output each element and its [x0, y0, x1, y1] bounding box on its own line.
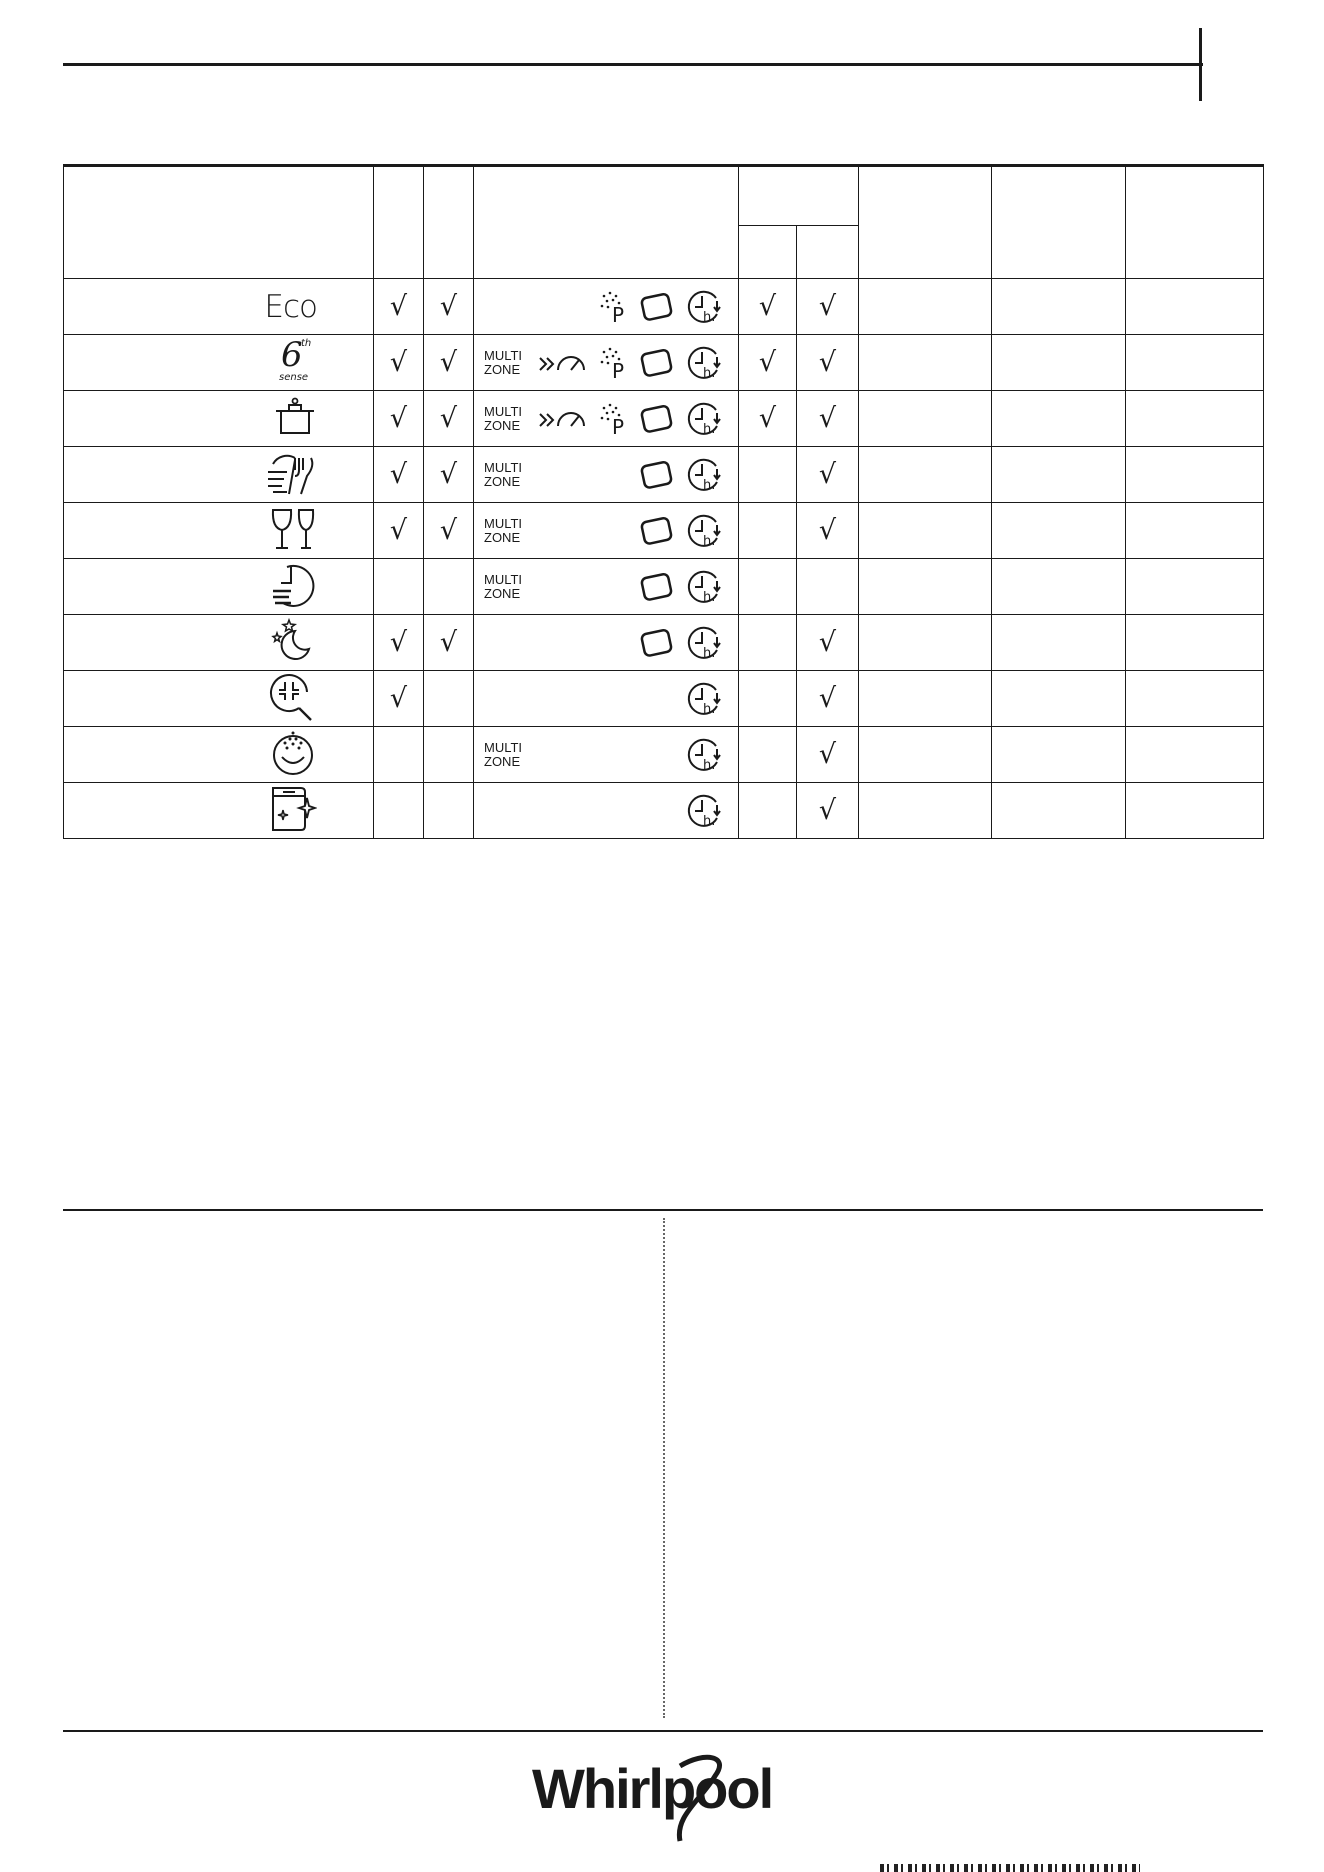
col-9-cell: [1126, 727, 1264, 783]
check-mark: √: [439, 627, 458, 658]
rapid-wash-icon: [269, 561, 317, 609]
table-row: [64, 391, 1264, 447]
check-mark: √: [389, 403, 408, 434]
tablet-icon: [638, 626, 676, 660]
sense-number: 6: [281, 334, 303, 375]
multizone-line-1: MULTI: [484, 347, 523, 363]
header-options: [474, 166, 739, 279]
col-7-cell: [859, 671, 992, 727]
multizone-label: [474, 461, 522, 489]
col-1-cell: [374, 783, 424, 839]
header-col-8: [992, 166, 1126, 279]
rinse-icon: [269, 729, 317, 777]
program-cell: [64, 447, 374, 503]
multizone-line-2: ZONE: [484, 473, 521, 489]
col-7-cell: [859, 615, 992, 671]
col-1-cell: [374, 671, 424, 727]
col-5-cell: [739, 727, 797, 783]
svg-text:h.: h.: [703, 421, 716, 437]
col-6-cell: [797, 391, 859, 447]
delay-timer-icon: [686, 344, 726, 382]
multizone-line-1: MULTI: [484, 403, 523, 419]
sense-superscript: th: [301, 337, 312, 349]
multizone-label: [474, 349, 522, 377]
tablet-icon: [638, 514, 676, 548]
delay-timer-icon: [686, 456, 726, 494]
col-9-cell: [1126, 391, 1264, 447]
col-5-cell: [739, 559, 797, 615]
prewash-icon: [269, 672, 317, 722]
header-col-9: [1126, 166, 1264, 279]
table-row: [64, 671, 1264, 727]
col-1-cell: [374, 559, 424, 615]
sixth-sense-icon: [273, 334, 317, 384]
col-6-cell: [797, 671, 859, 727]
col-2-cell: [424, 447, 474, 503]
header-col-2: [424, 166, 474, 279]
options-cell: [474, 671, 739, 727]
check-mark: √: [439, 459, 458, 490]
check-mark: √: [439, 347, 458, 378]
col-6-cell: [797, 503, 859, 559]
check-mark: √: [758, 403, 777, 434]
svg-text:P: P: [612, 302, 625, 324]
intensive-pot-icon: [273, 395, 317, 439]
multizone-line-2: ZONE: [484, 361, 521, 377]
svg-text:h.: h.: [703, 589, 716, 605]
col-9-cell: [1126, 559, 1264, 615]
col-2-cell: [424, 783, 474, 839]
turbo-speed-icon: [538, 404, 588, 434]
col-6-cell: [797, 727, 859, 783]
whirlpool-logo: [530, 1746, 790, 1850]
col-2-cell: [424, 615, 474, 671]
table-row: [64, 559, 1264, 615]
col-9-cell: [1126, 279, 1264, 335]
check-mark: √: [818, 627, 837, 658]
check-mark: √: [818, 403, 837, 434]
svg-text:h.: h.: [703, 645, 716, 661]
svg-text:h.: h.: [703, 757, 716, 773]
program-cell: [64, 559, 374, 615]
col-7-cell: [859, 559, 992, 615]
svg-text:h.: h.: [703, 701, 716, 717]
turbo-speed-icon: [538, 348, 588, 378]
multizone-line-2: ZONE: [484, 753, 521, 769]
col-9-cell: [1126, 615, 1264, 671]
svg-text:h.: h.: [703, 813, 716, 829]
tablet-p-icon: [598, 290, 628, 324]
col-7-cell: [859, 447, 992, 503]
options-cell: [474, 335, 739, 391]
svg-text:P: P: [612, 414, 625, 436]
check-mark: √: [389, 515, 408, 546]
multizone-line-2: ZONE: [484, 529, 521, 545]
col-7-cell: [859, 727, 992, 783]
tablet-p-icon: [598, 346, 628, 380]
col-2-cell: [424, 335, 474, 391]
options-cell: [474, 783, 739, 839]
col-2-cell: [424, 559, 474, 615]
delay-timer-icon: [686, 400, 726, 438]
col-5-cell: [739, 783, 797, 839]
col-8-cell: [992, 279, 1126, 335]
options-cell: [474, 559, 739, 615]
eco-icon: Eco: [264, 288, 317, 325]
table-row: [64, 279, 1264, 335]
multizone-label: [474, 517, 522, 545]
col-9-cell: [1126, 783, 1264, 839]
check-mark: √: [818, 347, 837, 378]
delay-timer-icon: [686, 568, 726, 606]
check-mark: √: [389, 459, 408, 490]
svg-text:h.: h.: [703, 365, 716, 381]
col-1-cell: [374, 279, 424, 335]
table-row: [64, 783, 1264, 839]
col-8-cell: [992, 671, 1126, 727]
program-cell: [64, 391, 374, 447]
col-7-cell: [859, 391, 992, 447]
col-7-cell: [859, 503, 992, 559]
program-cell: [64, 279, 374, 335]
multizone-line-1: MULTI: [484, 459, 523, 475]
table-row: [64, 727, 1264, 783]
col-7-cell: [859, 279, 992, 335]
col-9-cell: [1126, 447, 1264, 503]
delay-timer-icon: [686, 792, 726, 830]
options-cell: [474, 503, 739, 559]
delay-timer-icon: [686, 288, 726, 326]
col-7-cell: [859, 335, 992, 391]
multizone-line-2: ZONE: [484, 585, 521, 601]
col-5-cell: [739, 615, 797, 671]
col-1-cell: [374, 503, 424, 559]
check-mark: √: [439, 403, 458, 434]
header-program: [64, 166, 374, 279]
program-cell: [64, 615, 374, 671]
col-8-cell: [992, 727, 1126, 783]
col-6-cell: [797, 335, 859, 391]
col-6-cell: [797, 279, 859, 335]
program-cell: [64, 727, 374, 783]
fast-daily-icon: [265, 450, 317, 496]
program-cell: [64, 335, 374, 391]
footer-rule: [63, 1730, 1263, 1732]
col-7-cell: [859, 783, 992, 839]
col-2-cell: [424, 279, 474, 335]
program-cell: [64, 783, 374, 839]
check-mark: √: [818, 515, 837, 546]
svg-text:h.: h.: [703, 533, 716, 549]
program-cell: [64, 671, 374, 727]
check-mark: √: [818, 795, 837, 826]
col-6-cell: [797, 783, 859, 839]
col-2-cell: [424, 671, 474, 727]
top-tick: [1199, 28, 1202, 101]
col-1-cell: [374, 335, 424, 391]
col-8-cell: [992, 783, 1126, 839]
col-5-cell: [739, 503, 797, 559]
col-1-cell: [374, 615, 424, 671]
col-5-cell: [739, 447, 797, 503]
program-table: [63, 164, 1264, 839]
header-col-1: [374, 166, 424, 279]
svg-text:h.: h.: [703, 309, 716, 325]
col-1-cell: [374, 727, 424, 783]
tablet-icon: [638, 402, 676, 436]
col-8-cell: [992, 447, 1126, 503]
col-2-cell: [424, 727, 474, 783]
column-divider: [663, 1218, 665, 1718]
check-mark: √: [758, 347, 777, 378]
table-row: [64, 615, 1264, 671]
col-2-cell: [424, 391, 474, 447]
table-row: [64, 335, 1264, 391]
delay-timer-icon: [686, 624, 726, 662]
night-moon-icon: [269, 617, 317, 665]
delay-timer-icon: [686, 736, 726, 774]
col-5-cell: [739, 279, 797, 335]
check-mark: √: [389, 291, 408, 322]
tablet-icon: [638, 290, 676, 324]
svg-text:h.: h.: [703, 477, 716, 493]
top-rule: [63, 63, 1203, 66]
options-cell: [474, 727, 739, 783]
check-mark: √: [818, 459, 837, 490]
section-rule: [63, 1209, 1263, 1211]
col-8-cell: [992, 559, 1126, 615]
delay-timer-icon: [686, 512, 726, 550]
col-6-cell: [797, 615, 859, 671]
multizone-line-1: MULTI: [484, 515, 523, 531]
check-mark: √: [439, 515, 458, 546]
multizone-line-1: MULTI: [484, 739, 523, 755]
table-row: [64, 447, 1264, 503]
check-mark: √: [818, 739, 837, 770]
logo-text: Whirlpool: [532, 1757, 773, 1820]
multizone-line-1: MULTI: [484, 571, 523, 587]
svg-text:P: P: [612, 358, 625, 380]
col-8-cell: [992, 503, 1126, 559]
check-mark: √: [389, 347, 408, 378]
col-6-cell: [797, 559, 859, 615]
col-8-cell: [992, 335, 1126, 391]
col-9-cell: [1126, 335, 1264, 391]
col-1-cell: [374, 391, 424, 447]
crystal-glasses-icon: [269, 506, 317, 552]
header-col-7: [859, 166, 992, 279]
col-9-cell: [1126, 503, 1264, 559]
multizone-line-2: ZONE: [484, 417, 521, 433]
col-1-cell: [374, 447, 424, 503]
check-mark: √: [439, 291, 458, 322]
col-8-cell: [992, 615, 1126, 671]
header-group-sub-2: [797, 226, 859, 279]
options-cell: [474, 391, 739, 447]
program-cell: [64, 503, 374, 559]
check-mark: √: [758, 291, 777, 322]
self-clean-icon: [267, 784, 317, 834]
sense-label: sense: [279, 371, 309, 383]
tablet-icon: [638, 346, 676, 380]
col-6-cell: [797, 447, 859, 503]
col-5-cell: [739, 671, 797, 727]
col-2-cell: [424, 503, 474, 559]
tablet-icon: [638, 570, 676, 604]
multizone-label: [474, 405, 522, 433]
col-8-cell: [992, 391, 1126, 447]
header-group-sub-1: [739, 226, 797, 279]
options-cell: [474, 279, 739, 335]
barcode: [880, 1864, 1140, 1872]
header-group: [739, 166, 859, 226]
col-5-cell: [739, 391, 797, 447]
tablet-p-icon: [598, 402, 628, 436]
check-mark: √: [389, 683, 408, 714]
col-9-cell: [1126, 671, 1264, 727]
table-row: [64, 503, 1264, 559]
col-5-cell: [739, 335, 797, 391]
delay-timer-icon: [686, 680, 726, 718]
check-mark: √: [389, 627, 408, 658]
multizone-label: [474, 573, 522, 601]
check-mark: √: [818, 683, 837, 714]
tablet-icon: [638, 458, 676, 492]
check-mark: √: [818, 291, 837, 322]
multizone-label: [474, 741, 522, 769]
options-cell: [474, 615, 739, 671]
options-cell: [474, 447, 739, 503]
